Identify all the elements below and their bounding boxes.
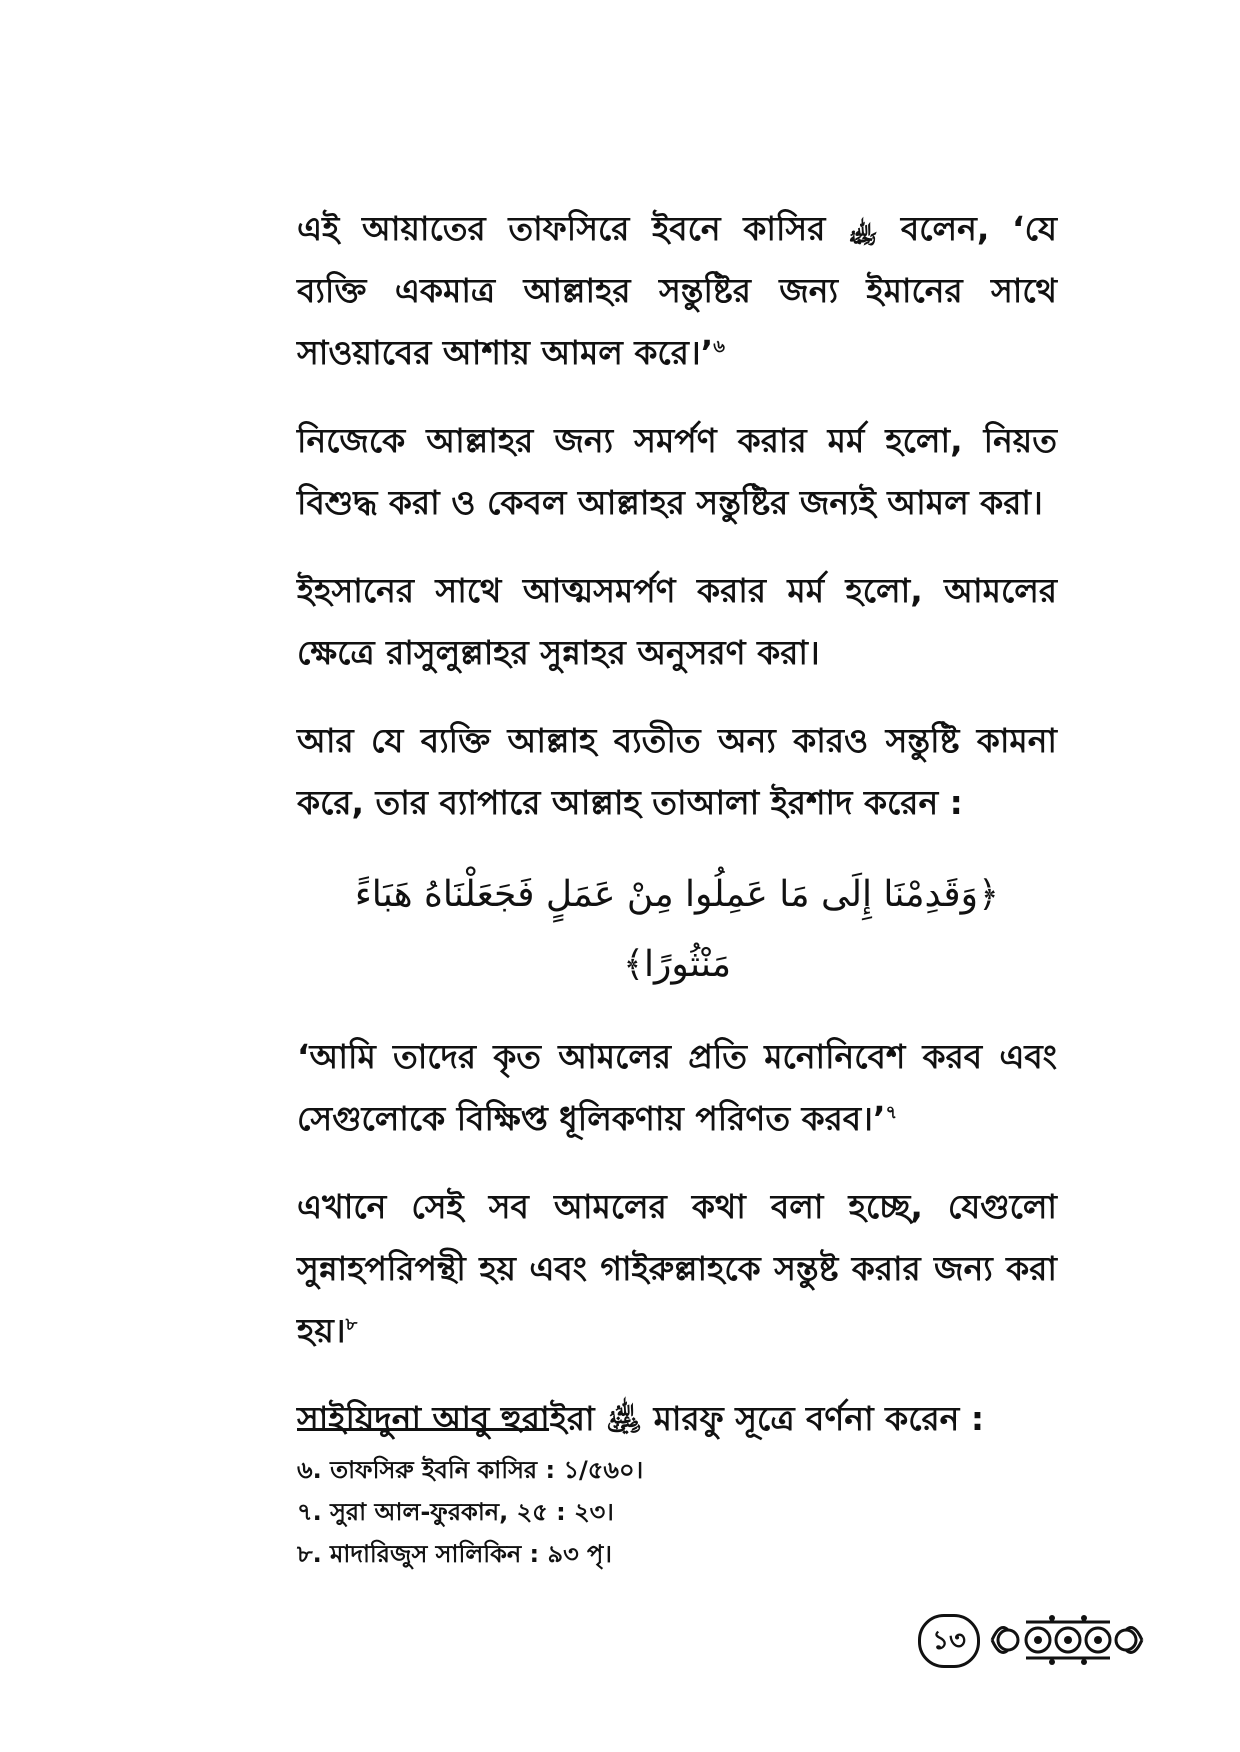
paragraph-5: ‘আমি তাদের কৃত আমলের প্রতি মনোনিবেশ করব এবং সেগুলোকে বিক্ষিপ্ত ধূলিকণায় পরিণত করব।’$^৭$ xyxy=(297,1037,1057,1138)
footnote-ref-6[interactable]: ৬ xyxy=(713,336,725,357)
footnote-7: ৭. সুরা আল-ফুরকান, ২৫ : ২৩। xyxy=(297,1498,614,1526)
footnote-ref-7[interactable]: ৭ xyxy=(885,1102,898,1123)
paragraph-2: নিজেকে আল্লাহর জন্য সমর্পণ করার মর্ম হলো, নিয়ত বিশুদ্ধ করা ও কেবল আল্লাহর সন্তুষ্টির জন্যই আমল করা। xyxy=(297,421,1057,522)
paragraph-4: আর যে ব্যক্তি আল্লাহ ব্যতীত অন্য কারও সন্তুষ্টি কামনা করে, তার ব্যাপারে আল্লাহ তাআলা ইরশাদ করেন : xyxy=(297,721,1057,822)
footnote-ref-8[interactable]: ৮ xyxy=(345,1314,358,1335)
ornament-icon xyxy=(986,1608,1146,1672)
paragraph-6: এখানে সেই সব আমলের কথা বলা হচ্ছে, যেগুলো সুন্নাহপরিপন্থী হয় এবং গাইরুল্লাহকে সন্তুষ্ট করার জন্য করা হয়।$^৮$ xyxy=(297,1187,1057,1350)
footnote-divider xyxy=(297,1428,549,1431)
footnote-6: ৬. তাফসিরু ইবনি কাসির : ১/৫৬০। xyxy=(297,1456,644,1484)
page-footer xyxy=(918,1608,1148,1678)
paragraph-1: এই আয়াতের তাফসিরে ইবনে কাসির ﵀ বলেন, ‘যে ব্যক্তি একমাত্র আল্লাহর সন্তুষ্টির জন্য ইমানের সাথে সাওয়াবের আশায় আমল করে।’$^৬$ xyxy=(297,209,1057,372)
main-text xyxy=(297,198,1057,1476)
page-number: ১৩ xyxy=(918,1614,980,1668)
paragraph-3: ইহসানের সাথে আত্মসমর্পণ করার মর্ম হলো, আমলের ক্ষেত্রে রাসুলুল্লাহর সুন্নাহর অনুসরণ করা। xyxy=(297,571,1057,672)
footnotes xyxy=(297,1428,997,1575)
footnote-8: ৮. মাদারিজুস সালিকিন : ৯৩ পৃ। xyxy=(297,1540,612,1568)
paragraph-7: সাইয়িদুনা আবু হুরাইরা ﵁ মারফু সূত্রে বর্ণনা করেন : xyxy=(297,1399,985,1438)
quran-ayah: ﴿وَقَدِمْنَا إِلَى مَا عَمِلُوا مِنْ عَمَلٍ فَجَعَلْنَاهُ هَبَاءً مَنْثُورًا﴾ xyxy=(354,874,1000,985)
